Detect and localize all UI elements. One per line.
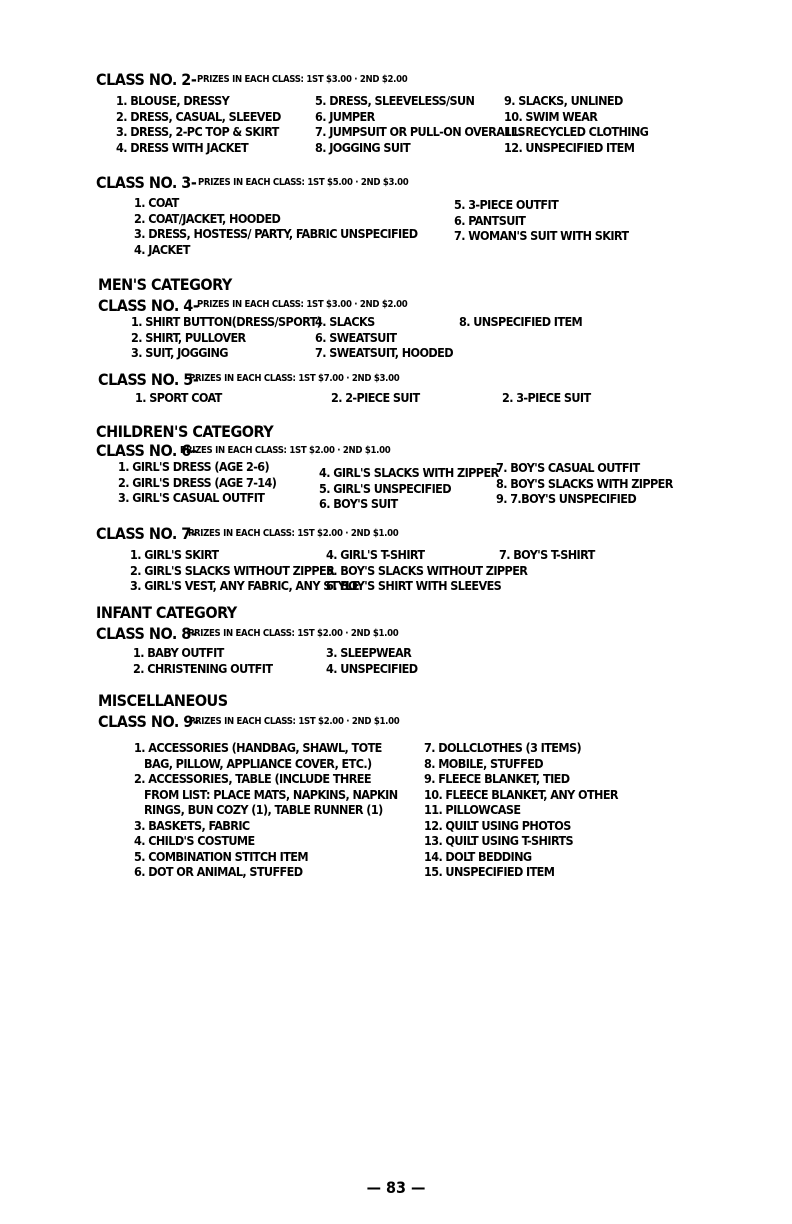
class-5-title: CLASS NO. 5- [98, 370, 199, 389]
list-item: 2. DRESS, CASUAL, SLEEVED [116, 108, 281, 124]
class-3-title: CLASS NO. 3- [96, 173, 197, 192]
list-item: 11. PILLOWCASE [424, 802, 521, 817]
list-item: 9. 7.BOY'S UNSPECIFIED [496, 491, 637, 506]
class-2-prizes: PRIZES IN EACH CLASS: 1ST $3.00 · 2ND $2.00 [197, 74, 408, 85]
list-item: 2. GIRL'S SLACKS WITHOUT ZIPPER [130, 562, 335, 578]
list-item: 5. COMBINATION STITCH ITEM [134, 848, 308, 864]
class-6-col-2 [319, 465, 499, 512]
class-9-prizes: PRIZES IN EACH CLASS: 1ST $2.00 · 2ND $1.00 [189, 716, 400, 727]
class-3-col-2 [454, 197, 629, 244]
list-item: 1. BABY OUTFIT [133, 645, 224, 660]
list-item: 2. CHRISTENING OUTFIT [133, 660, 273, 676]
list-item: 11. RECYCLED CLOTHING [504, 124, 649, 139]
list-item: 3. BASKETS, FABRIC [134, 817, 250, 833]
class-4-title: CLASS NO. 4- [98, 296, 199, 315]
list-item: 1. COAT [134, 195, 179, 210]
list-item: 1. GIRL'S DRESS (AGE 2-6) [118, 459, 270, 474]
list-item: 8. JOGGING SUIT [315, 139, 411, 155]
list-item: FROM LIST: PLACE MATS, NAPKINS, NAPKIN [144, 786, 398, 802]
list-item: 4. GIRL'S SLACKS WITH ZIPPER [319, 465, 499, 480]
mens-category-heading: MEN'S CATEGORY [98, 275, 232, 294]
class-3-col-1 [134, 195, 417, 257]
list-item: 6. BOY'S SHIRT WITH SLEEVES [326, 578, 502, 593]
list-item: 3. GIRL'S VEST, ANY FABRIC, ANY STYLE [130, 578, 359, 593]
list-item: 4. DRESS WITH JACKET [116, 139, 249, 155]
list-item: 10. FLEECE BLANKET, ANY OTHER [424, 786, 618, 802]
page-number: — 83 — [366, 1178, 426, 1197]
list-item: 4. JACKET [134, 241, 190, 257]
class-7-col-2 [326, 547, 527, 594]
class-6-col-3 [496, 460, 673, 507]
list-item: 3. GIRL'S CASUAL OUTFIT [118, 490, 265, 505]
list-item: 3. DRESS, HOSTESS/ PARTY, FABRIC UNSPECIFIED [134, 226, 418, 241]
class-4-prizes: PRIZES IN EACH CLASS: 1ST $3.00 · 2ND $2.00 [197, 299, 408, 310]
list-item: 4. UNSPECIFIED [326, 660, 418, 676]
list-item: 8. UNSPECIFIED ITEM [459, 314, 583, 329]
class-7-col-3 [499, 547, 595, 563]
list-item: 9. FLEECE BLANKET, TIED [424, 771, 570, 786]
list-item: 6. DOT OR ANIMAL, STUFFED [134, 864, 303, 879]
list-item: 5. GIRL'S UNSPECIFIED [319, 480, 451, 496]
list-item: 7. BOY'S CASUAL OUTFIT [496, 460, 640, 475]
list-item: 3. SLEEPWEAR [326, 645, 412, 660]
list-item: 7. JUMPSUIT OR PULL-ON OVERALLS [315, 124, 525, 139]
list-item: 4. SLACKS [315, 314, 375, 329]
list-item: 7. WOMAN'S SUIT WITH SKIRT [454, 228, 629, 243]
list-item: 4. GIRL'S T-SHIRT [326, 547, 425, 562]
list-item: 6. SWEATSUIT [315, 329, 397, 345]
class-4-col-2 [315, 314, 453, 361]
class-6-title: CLASS NO. 6- [96, 441, 197, 460]
list-item: 7. BOY'S T-SHIRT [499, 547, 595, 562]
list-item: 15. UNSPECIFIED ITEM [424, 864, 555, 879]
class-2-col-2 [315, 93, 525, 155]
list-item: 3. SUIT, JOGGING [131, 345, 228, 360]
class-7-title: CLASS NO. 7- [96, 524, 197, 543]
list-item: 12. UNSPECIFIED ITEM [504, 139, 635, 155]
list-item: 6. JUMPER [315, 108, 375, 124]
class-9-title: CLASS NO. 9- [98, 712, 199, 731]
list-item: 9. SLACKS, UNLINED [504, 93, 623, 108]
list-item: 2. GIRL'S DRESS (AGE 7-14) [118, 474, 277, 490]
list-item: 2. SHIRT, PULLOVER [131, 329, 246, 345]
class-7-col-1 [130, 547, 359, 594]
class-8-col-2 [326, 645, 418, 676]
list-item: 6. BOY'S SUIT [319, 496, 398, 511]
class-6-prizes: PRIZES IN EACH CLASS: 1ST $2.00 · 2ND $1.00 [180, 445, 391, 456]
class-5-prizes: PRIZES IN EACH CLASS: 1ST $7.00 · 2ND $3.00 [189, 373, 400, 384]
class-2-col-1 [116, 93, 281, 155]
list-item: 1. BLOUSE, DRESSY [116, 93, 230, 108]
list-item: 7. SWEATSUIT, HOODED [315, 345, 453, 360]
list-item: 8. BOY'S SLACKS WITH ZIPPER [496, 475, 673, 491]
class-3-prizes: PRIZES IN EACH CLASS: 1ST $5.00 · 2ND $3.00 [198, 177, 409, 188]
list-item: 10. SWIM WEAR [504, 108, 598, 124]
class-4-col-3 [459, 314, 582, 330]
list-item: 5. 3-PIECE OUTFIT [454, 197, 559, 212]
list-item: 1. SHIRT BUTTON(DRESS/SPORT) [131, 314, 322, 329]
class-8-title: CLASS NO. 8- [96, 624, 197, 643]
list-item: 3. DRESS, 2-PC TOP & SKIRT [116, 124, 279, 139]
list-item: RINGS, BUN COZY (1), TABLE RUNNER (1) [144, 802, 383, 817]
misc-category-heading: MISCELLANEOUS [98, 691, 228, 710]
class-2-col-3 [504, 93, 648, 155]
list-item: 4. CHILD'S COSTUME [134, 833, 255, 848]
list-item: 2. 3-PIECE SUIT [502, 390, 591, 405]
list-item: 5. BOY'S SLACKS WITHOUT ZIPPER [326, 562, 528, 578]
list-item: 2. COAT/JACKET, HOODED [134, 210, 281, 226]
list-item: 1. GIRL'S SKIRT [130, 547, 219, 562]
list-item: 5. DRESS, SLEEVELESS/SUN [315, 93, 475, 108]
childrens-category-heading: CHILDREN'S CATEGORY [96, 422, 274, 441]
list-item: 7. DOLLCLOTHES (3 ITEMS) [424, 740, 581, 755]
class-8-prizes: PRIZES IN EACH CLASS: 1ST $2.00 · 2ND $1.00 [188, 628, 399, 639]
class-4-col-1 [131, 314, 321, 361]
list-item: 2. 2-PIECE SUIT [331, 390, 420, 405]
list-item: 12. QUILT USING PHOTOS [424, 817, 571, 833]
class-2-title: CLASS NO. 2- [96, 70, 197, 89]
infant-category-heading: INFANT CATEGORY [96, 603, 237, 622]
list-item: 14. DOLT BEDDING [424, 848, 532, 864]
list-item: 6. PANTSUIT [454, 212, 526, 228]
list-item: 2. ACCESSORIES, TABLE (INCLUDE THREE [134, 771, 371, 786]
class-6-col-1 [118, 459, 276, 506]
list-item: 1. ACCESSORIES (HANDBAG, SHAWL, TOTE [134, 740, 382, 755]
list-item: 13. QUILT USING T-SHIRTS [424, 833, 574, 848]
list-item: BAG, PILLOW, APPLIANCE COVER, ETC.) [144, 755, 372, 771]
class-9-col-1 [134, 740, 398, 880]
list-item: 1. SPORT COAT [135, 390, 222, 405]
class-7-prizes: PRIZES IN EACH CLASS: 1ST $2.00 · 2ND $1.00 [188, 528, 399, 539]
list-item: 8. MOBILE, STUFFED [424, 755, 544, 771]
class-9-col-2 [424, 740, 618, 880]
class-8-col-1 [133, 645, 272, 676]
